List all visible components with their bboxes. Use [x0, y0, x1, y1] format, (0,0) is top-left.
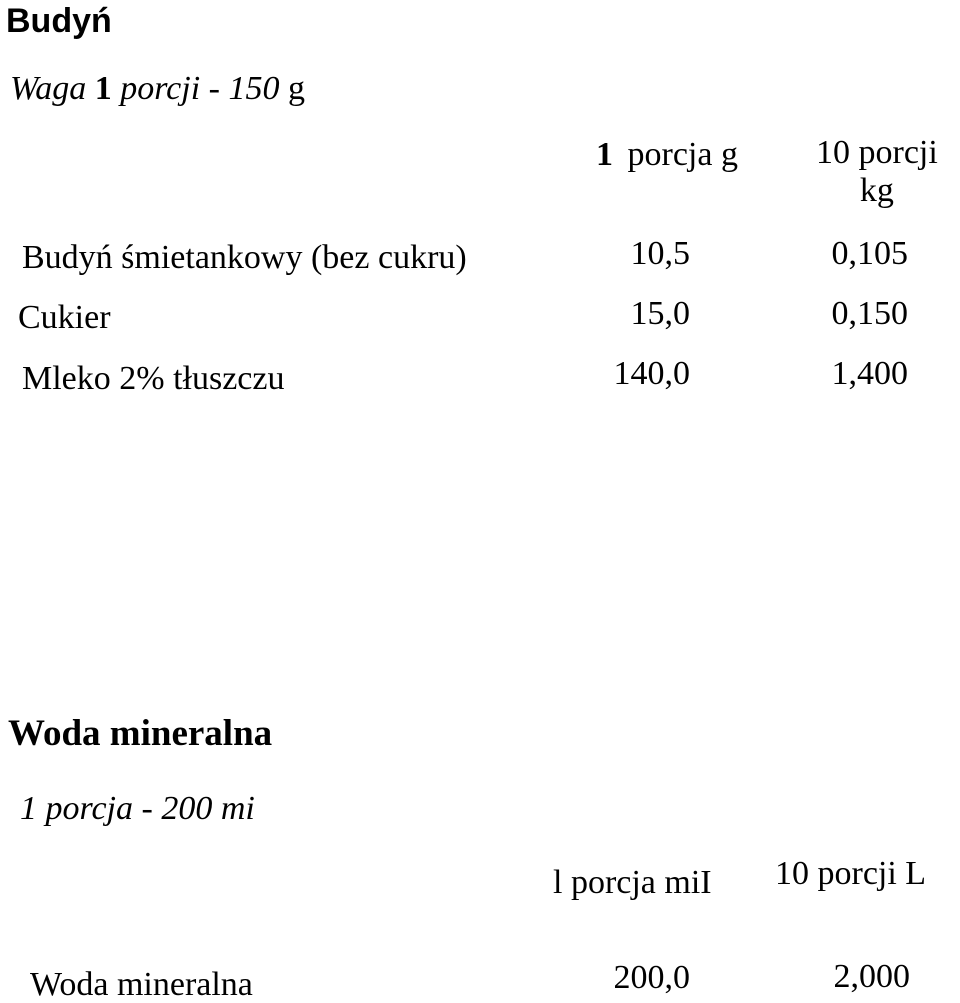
section1-row-portion: 10,5: [630, 235, 690, 272]
header-col2-line1: 10 porcji: [816, 134, 938, 171]
header-col2-line2: kg: [859, 172, 894, 209]
section2-header-col2: 10 porcji L: [775, 855, 927, 892]
section1-title: Budyń: [6, 2, 112, 40]
section1-row-ten: 0,150: [831, 295, 908, 332]
section1-header-col2: [816, 136, 938, 208]
header-col1-text: porcja g: [627, 136, 738, 173]
section1-row-ten: 0,105: [831, 235, 908, 272]
section2-subtitle: 1 porcja - 200 mi: [20, 790, 255, 827]
section2-row-portion: 200,0: [613, 959, 690, 996]
section1-row-name: Mleko 2% tłuszczu: [22, 360, 285, 397]
subtitle-prefix: Waga: [10, 70, 87, 107]
subtitle-suffix: porcji - 150: [120, 70, 280, 107]
section1-row-name: Budyń śmietankowy (bez cukru): [22, 239, 467, 276]
subtitle-number: 1: [94, 70, 112, 107]
section1-row-portion: 15,0: [630, 295, 690, 332]
subtitle-unit: g: [287, 70, 305, 107]
section2-row-ten: 2,000: [833, 958, 910, 995]
section1-row-portion: 140,0: [613, 355, 690, 392]
header-col1-number: 1: [596, 136, 613, 173]
section2-row-name: Woda mineralna: [30, 966, 253, 1003]
section2-title: Woda mineralna: [8, 713, 273, 754]
section1-row-ten: 1,400: [831, 355, 908, 392]
section1-header-col1: [596, 138, 738, 172]
section1-subtitle: [10, 72, 305, 106]
section1-row-name: Cukier: [18, 299, 111, 336]
section2-header-col1: l porcja miI: [553, 864, 712, 901]
